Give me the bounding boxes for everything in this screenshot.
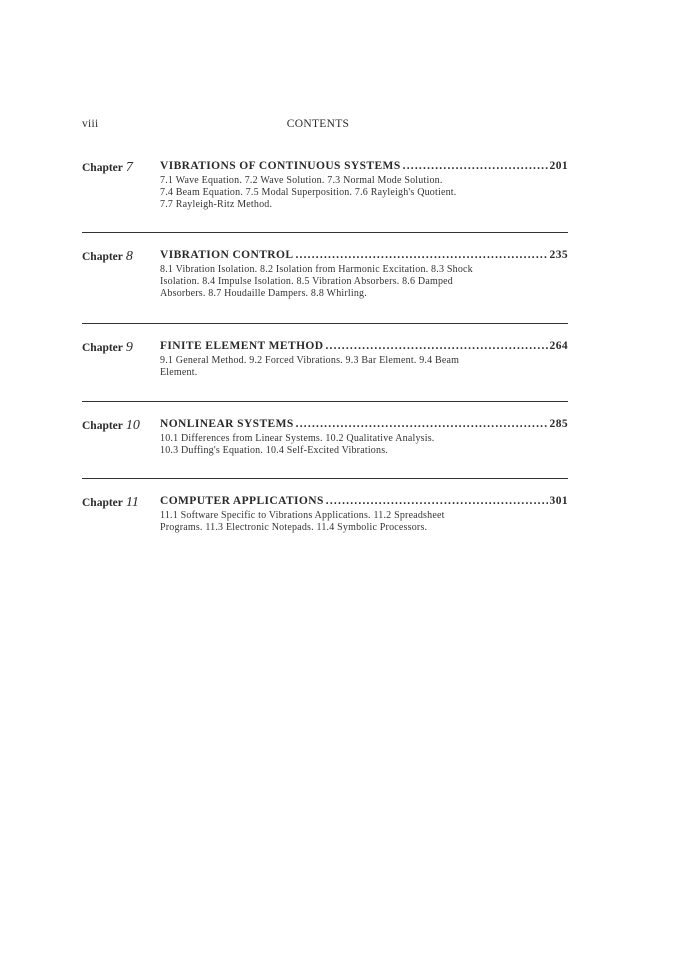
page-title: CONTENTS: [286, 118, 350, 130]
chapter-title-row[interactable]: [160, 495, 568, 507]
chapter-word: Chapter: [82, 342, 123, 354]
chapter-sections: [160, 264, 473, 300]
section-line: 7.7 Rayleigh-Ritz Method.: [160, 199, 273, 210]
chapter-title: VIBRATION CONTROL: [160, 249, 294, 261]
chapter-title-row[interactable]: [160, 340, 568, 352]
chapter-title-row[interactable]: [160, 418, 568, 430]
chapter-page: 201: [549, 160, 568, 172]
leader-dots: [325, 340, 547, 352]
divider: [82, 401, 568, 402]
leader-dots: [296, 418, 548, 430]
section-line: 7.4 Beam Equation. 7.5 Modal Superposition. 7.6 Rayleigh's Quotient.: [160, 187, 457, 198]
chapter-sections: [160, 510, 445, 534]
chapter-page: 301: [549, 495, 568, 507]
chapter-title: NONLINEAR SYSTEMS: [160, 418, 294, 430]
chapter-word: Chapter: [82, 420, 123, 432]
chapter-label: [82, 340, 133, 356]
section-line: Isolation. 8.4 Impulse Isolation. 8.5 Vibration Absorbers. 8.6 Damped: [160, 276, 453, 287]
chapter-word: Chapter: [82, 497, 123, 509]
chapter-title-row[interactable]: [160, 160, 568, 172]
chapter-title: FINITE ELEMENT METHOD: [160, 340, 324, 352]
section-line: 10.1 Differences from Linear Systems. 10.2 Qualitative Analysis.: [160, 433, 435, 444]
chapter-page: 235: [549, 249, 568, 261]
chapter-title: COMPUTER APPLICATIONS: [160, 495, 324, 507]
chapter-label: [82, 249, 133, 265]
chapter-page: 285: [549, 418, 568, 430]
chapter-number: 9: [125, 340, 133, 355]
chapter-number: 7: [125, 160, 133, 175]
chapter-label: [82, 495, 139, 511]
section-line: 11.1 Software Specific to Vibrations Applications. 11.2 Spreadsheet: [160, 510, 445, 521]
section-line: Absorbers. 8.7 Houdaille Dampers. 8.8 Whirling.: [160, 288, 367, 299]
leader-dots: [295, 249, 547, 261]
divider: [82, 323, 568, 324]
chapter-title-row[interactable]: [160, 249, 568, 261]
chapter-sections: [160, 433, 435, 457]
divider: [82, 478, 568, 479]
chapter-number: 11: [125, 495, 139, 510]
chapter-number: 10: [125, 418, 140, 433]
section-line: 9.1 General Method. 9.2 Forced Vibrations. 9.3 Bar Element. 9.4 Beam: [160, 355, 460, 366]
chapter-number: 8: [125, 249, 133, 264]
section-line: Programs. 11.3 Electronic Notepads. 11.4 Symbolic Processors.: [160, 522, 428, 533]
leader-dots: [403, 160, 548, 172]
chapter-page: 264: [549, 340, 568, 352]
section-line: Element.: [160, 367, 198, 378]
section-line: 10.3 Duffing's Equation. 10.4 Self-Excited Vibrations.: [160, 445, 388, 456]
section-line: 7.1 Wave Equation. 7.2 Wave Solution. 7.3 Normal Mode Solution.: [160, 175, 443, 186]
chapter-sections: [160, 175, 457, 211]
page-number: viii: [82, 118, 99, 130]
chapter-title: VIBRATIONS OF CONTINUOUS SYSTEMS: [160, 160, 401, 172]
chapter-word: Chapter: [82, 162, 123, 174]
chapter-sections: [160, 355, 459, 379]
section-line: 8.1 Vibration Isolation. 8.2 Isolation from Harmonic Excitation. 8.3 Shock: [160, 264, 473, 275]
chapter-label: [82, 418, 140, 434]
leader-dots: [326, 495, 548, 507]
divider: [82, 232, 568, 233]
chapter-word: Chapter: [82, 251, 123, 263]
chapter-label: [82, 160, 133, 176]
